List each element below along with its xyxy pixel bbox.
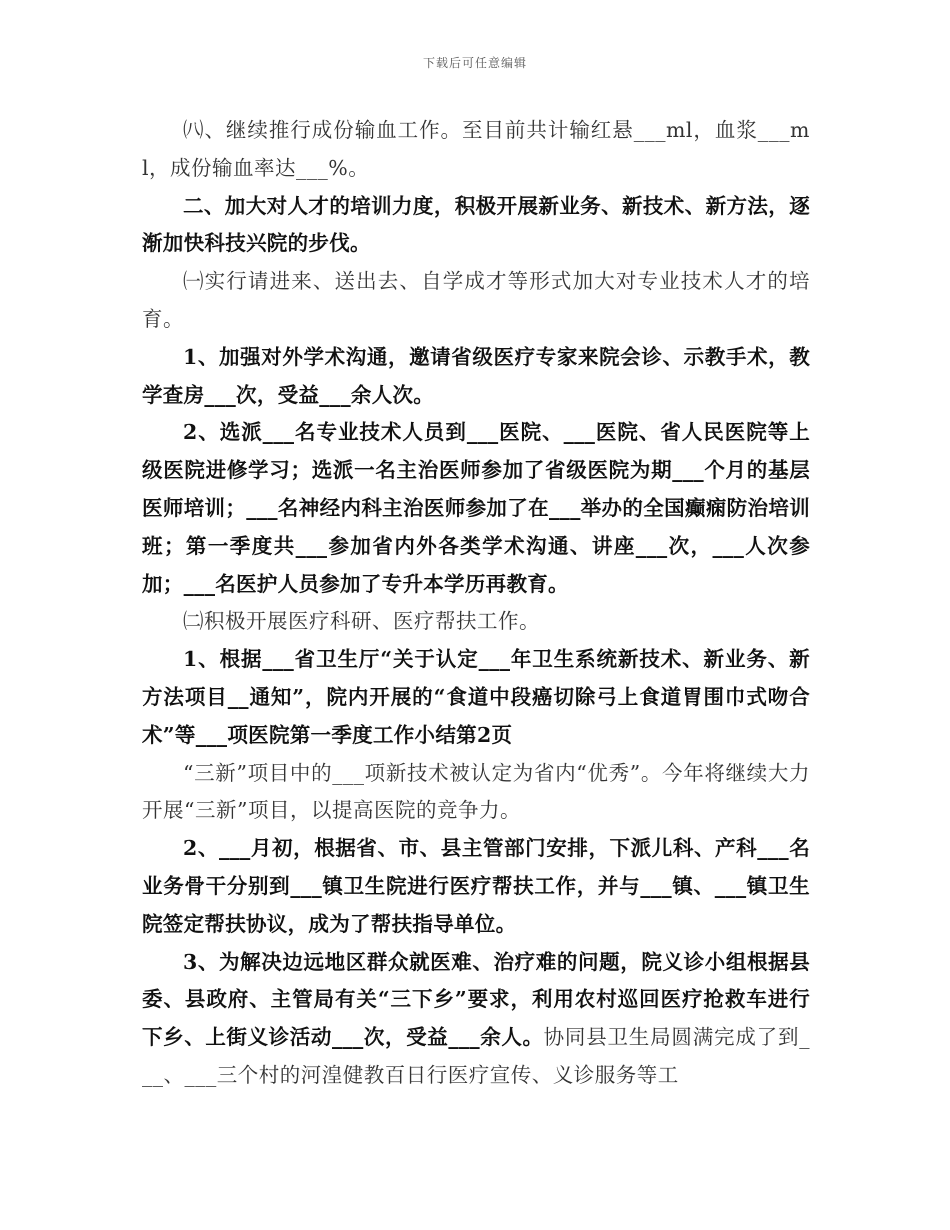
- paragraph-free-clinic: [142, 944, 810, 1095]
- paragraph-academic-exchange: 1、加强对外学术沟通，邀请省级医疗专家来院会诊、示教手术，教学查房___次，受益___余人次。: [142, 344, 810, 407]
- paragraph-new-technology: 1、根据___省卫生厅“关于认定___年卫生系统新技术、新业务、新方法项目__通知”，院内开展的“食道中段癌切除弓上食道胃围巾式吻合术”等___项医院第一季度工作小结第2页: [142, 647, 810, 747]
- paragraph-staff-dispatch: 2、选派___名专业技术人员到___医院、___医院、省人民医院等上级医院进修学习；选派一名主治医师参加了省级医院为期___个月的基层医师培训；___名神经内科主治医师参加了在___举办的全国癫痫防治培训班；第一季度共___参加省内外各类学术沟通、讲座___次，___人次参加；___名医护人员参加了专升本学历再教育。: [142, 420, 810, 596]
- paragraph-medical-assistance: 2、___月初，根据省、市、县主管部门安排，下派儿科、产科___名业务骨干分别到___镇卫生院进行医疗帮扶工作，并与___镇、___镇卫生院签定帮扶协议，成为了帮扶指导单位。: [142, 836, 810, 936]
- free-clinic-continuation: 协同县卫生局圆满完成了到___、___三个村的河湟健教百日行医疗宣传、义诊服务等工: [142, 1025, 810, 1087]
- subsection-heading-research: ㈡积极开展医疗科研、医疗帮扶工作。: [183, 609, 540, 634]
- paragraph-blood-transfusion: ㈧、继续推行成份输血工作。至目前共计输红悬___ml，血浆___ml，成份输血率达___%。: [142, 118, 810, 180]
- free-clinic-bold-text: 3、为解决边远地区群众就医难、治疗难的问题，院义诊小组根据县委、县政府、主管局有关“三下乡”要求，利用农村巡回医疗抢救车进行下乡、上街义诊活动___次，受益___余人。: [142, 949, 810, 1050]
- document-body: [142, 112, 810, 1095]
- subsection-heading-training: ㈠实行请进来、送出去、自学成才等形式加大对专业技术人才的培育。: [142, 269, 810, 331]
- section-heading-talent-training: 二、加大对人才的培训力度，积极开展新业务、新技术、新方法，逐渐加快科技兴院的步伐。: [142, 193, 810, 256]
- paragraph-three-new-projects: “三新”项目中的___项新技术被认定为省内“优秀”。今年将继续大力开展“三新”项目，以提高医院的竞争力。: [142, 760, 810, 823]
- page-header: 下载后可任意编辑: [422, 56, 527, 70]
